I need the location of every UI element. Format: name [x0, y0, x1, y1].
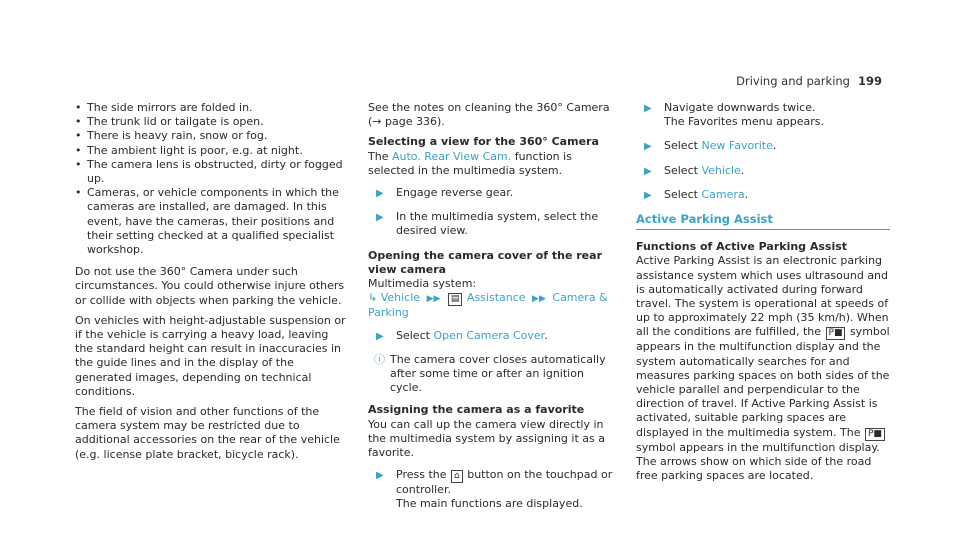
parking-symbol-icon: P■	[826, 327, 846, 340]
arrow-right-icon: ▶	[376, 212, 384, 224]
list-item: • There is heavy rain, snow or fog.	[75, 129, 347, 143]
arrow-right-icon: ▶	[644, 165, 652, 177]
subheading: Functions of Active Parking Assist	[636, 240, 848, 254]
step-text	[664, 101, 824, 129]
info-icon: ⓘ	[374, 352, 385, 366]
arrow-right-icon: ▶	[644, 189, 652, 201]
column-2	[368, 101, 616, 522]
info-note	[368, 353, 616, 396]
paragraph: You can call up the camera view directly in the multimedia system by assigning it as a favorite.	[368, 417, 605, 460]
section-heading: Active Parking Assist	[636, 212, 890, 230]
paragraph	[368, 150, 616, 178]
menu-item-open-camera-cover[interactable]: Open Camera Cover	[433, 328, 545, 342]
text: Select	[664, 163, 702, 177]
menu-path	[368, 291, 616, 320]
instruction-step	[636, 188, 890, 202]
text: Select	[396, 328, 434, 342]
text: Navigate downwards twice.	[664, 101, 816, 114]
menu-item-link[interactable]: Auto. Rear View Cam.	[391, 149, 512, 163]
paragraph: See the notes on cleaning the 360° Camera (→ page 336).	[368, 101, 610, 129]
arrow-right-icon: ▶	[376, 330, 384, 342]
list-item: • The ambient light is poor, e.g. at night.	[75, 144, 347, 158]
text: Select	[664, 187, 702, 201]
column-3	[636, 101, 890, 489]
text: Press the	[396, 468, 450, 482]
step-text: In the multimedia system, select the desired view.	[396, 210, 599, 238]
multimedia-label: Multimedia system:	[368, 277, 477, 291]
column-1	[75, 101, 347, 468]
page-header	[736, 74, 882, 88]
text: The main functions are displayed.	[396, 497, 583, 511]
arrow-right-icon: ▶	[644, 103, 652, 114]
text: symbol appears in the multifunction display. The arrows show on which side of the road free parking spaces are located.	[636, 440, 880, 483]
menu-item-vehicle[interactable]: Vehicle	[380, 291, 421, 305]
menu-item-assistance[interactable]: Assistance	[466, 291, 526, 305]
list-item: • The trunk lid or tailgate is open.	[75, 115, 347, 129]
menu-item-camera[interactable]: Camera	[701, 187, 745, 201]
subheading: Opening the camera cover of the rear view camera	[368, 248, 602, 276]
instruction-step	[636, 164, 890, 178]
paragraph: Do not use the 360° Camera under such circumstances. You could otherwise injure others or collide with objects when parking the vehicle.	[75, 265, 345, 307]
text: The	[368, 149, 392, 163]
text: button on the touchpad or controller.	[396, 468, 613, 497]
text: Active Parking Assist is an electronic parking assistance system which uses ultrasound and is automatically activated during forward travel. The system is operational at speeds of up to approximately 22 mph (35 km/h). When all the conditions are fulfilled, the	[636, 254, 889, 339]
paragraph: The field of vision and other functions of the camera system may be restricted due to additional accessories on the rear of the vehicle (e.g. license plate bracket, bicycle rack).	[75, 405, 340, 461]
instruction-step	[368, 468, 616, 511]
text: Select	[664, 139, 702, 153]
section-title: Driving and parking	[736, 74, 850, 88]
arrow-right-icon: ▶	[376, 188, 384, 200]
subheading: Assigning the camera as a favorite	[368, 403, 585, 417]
step-text: Select Vehicle.	[664, 163, 745, 177]
assistance-icon: ▤	[448, 293, 463, 306]
text: .	[544, 328, 548, 342]
home-icon: ⌂	[451, 470, 463, 483]
conditions-list	[75, 101, 347, 257]
menu-item-vehicle[interactable]: Vehicle	[701, 163, 741, 177]
list-item: • The side mirrors are folded in.	[75, 101, 347, 115]
chevron-right-icon: ▶▶	[532, 294, 546, 305]
arrow-right-icon: ▶	[376, 470, 384, 482]
paragraph	[636, 254, 890, 483]
text: symbol appears in the multifunction display and the system automatically searches for and measures parking spaces on both sides of the vehicle parallel and perpendicular to the direction of travel. If Active Parking Assist is activated, suitable parking spaces are displayed in the multimedia system. The	[636, 325, 890, 439]
list-item: • Cameras, or vehicle components in which the cameras are installed, are damaged. In this event, have the cameras, their positions and their setting checked at a qualified specialist workshop.	[75, 186, 347, 257]
path-arrow-icon: ↳	[368, 291, 378, 305]
step-text	[396, 329, 548, 343]
chevron-right-icon: ▶▶	[426, 294, 441, 305]
arrow-right-icon: ▶	[644, 141, 652, 153]
step-text: Select New Favorite.	[664, 139, 777, 153]
instruction-step	[636, 101, 890, 129]
step-text: Select Camera.	[664, 187, 749, 201]
note-text: The camera cover closes automatically after some time or after an ignition cycle.	[390, 352, 606, 395]
text: The Favorites menu appears.	[664, 115, 825, 129]
instruction-step	[368, 329, 616, 343]
parking-symbol-icon: P■	[865, 428, 885, 441]
instruction-step	[368, 210, 616, 238]
page-number: 199	[857, 74, 882, 88]
menu-item-new-favorite[interactable]: New Favorite	[701, 139, 773, 153]
paragraph: On vehicles with height-adjustable suspension or if the vehicle is carrying a heavy load, leaving the standard height can result in inaccuracies in the guide lines and in the display of the generated images, depending on technical conditions.	[75, 313, 346, 398]
step-text	[396, 468, 616, 511]
step-text: Engage reverse gear.	[396, 186, 514, 200]
instruction-step	[636, 139, 890, 153]
instruction-step	[368, 186, 616, 200]
text: function is selected in the multimedia system.	[368, 149, 572, 177]
list-item: • The camera lens is obstructed, dirty or fogged up.	[75, 158, 347, 186]
subheading: Selecting a view for the 360° Camera	[368, 135, 599, 149]
menu-item-camera-parking[interactable]: Camera & Parking	[368, 291, 608, 320]
